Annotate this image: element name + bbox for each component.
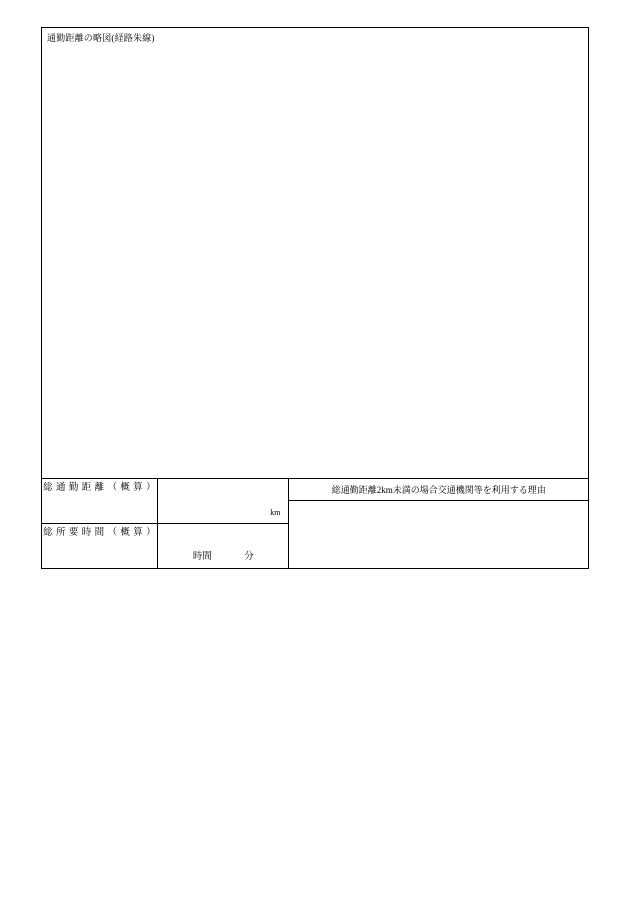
total-time-value-cell[interactable] (158, 524, 289, 569)
time-unit-minute: 分 (244, 552, 254, 562)
map-drawing-area[interactable] (42, 28, 589, 479)
reason-input-area[interactable] (289, 501, 588, 567)
table-row (42, 479, 589, 524)
commute-form-table (41, 27, 589, 569)
time-units (158, 548, 288, 562)
total-distance-label: 総 通 勤 距 離 （ 概 算 ） (42, 479, 158, 524)
reason-title: 総通勤距離2km未満の場合交通機関等を利用する理由 (289, 479, 588, 501)
reason-cell (289, 479, 589, 569)
distance-unit-km: km (270, 508, 281, 517)
time-unit-hour: 時間 (192, 552, 212, 562)
total-distance-value-cell[interactable] (158, 479, 289, 524)
map-row (42, 28, 589, 479)
total-time-label: 総 所 要 時 間 （ 概 算 ） (42, 524, 158, 569)
map-area-label: 通勤距離の略図(経路朱線) (47, 33, 155, 43)
